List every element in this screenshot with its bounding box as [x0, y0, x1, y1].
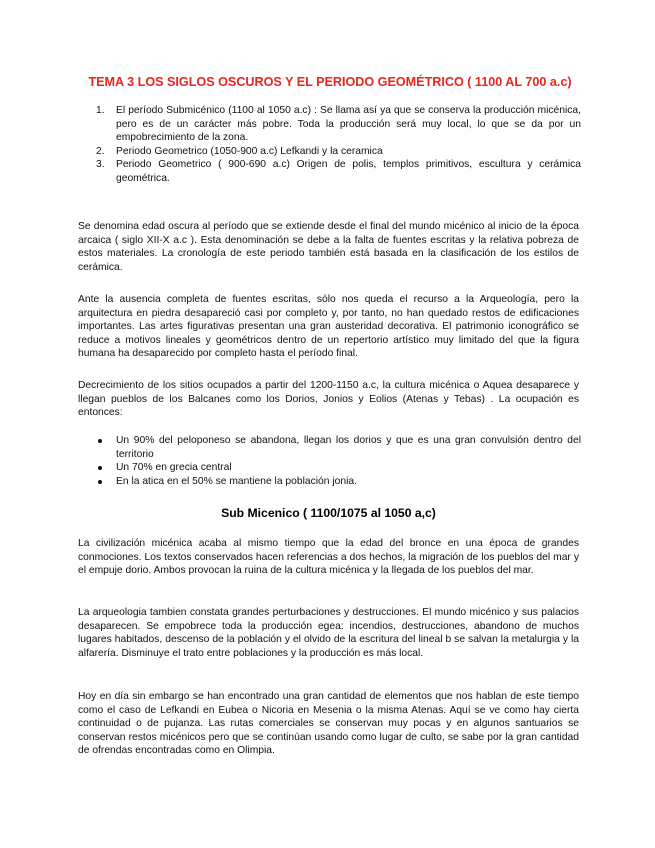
bullet-icon [98, 439, 102, 443]
bullet-icon [98, 466, 102, 470]
list-item [96, 434, 581, 461]
list-item [96, 158, 581, 185]
period-list [96, 104, 581, 185]
section-heading: Sub Micenico ( 1100/1075 al 1050 a,c) [221, 506, 436, 520]
list-item-text: Periodo Geometrico (1050-900 a.c) Lefkandi y la ceramica [116, 145, 383, 157]
list-item-text: Un 70% en grecia central [116, 462, 232, 473]
paragraph: Decrecimiento de los sitios ocupados a partir del 1200-1150 a.c, la cultura micénica o Aquea desaparece y llegan pueblos de los Balcanes como los Dorios, Jonios y Eolios (Atenas y Tebas) . La ocupación es entonces: [78, 380, 579, 418]
list-item [96, 461, 581, 475]
list-number: 1. [96, 105, 105, 116]
list-item-text: En la atica en el 50% se mantiene la población jonia. [116, 475, 357, 487]
list-item [96, 475, 581, 489]
paragraph: Ante la ausencia completa de fuentes escritas, sólo nos queda el recurso a la Arqueología, pero la arquitectura en piedra desapareció casi por completo y, por tanto, no han quedado restos de edificaciones importantes. Las artes figurativas presentan una gran austeridad decorativa. El patrimonio iconográfico se reduce a motivos lineales y geométricos dentro de un repertorio artístico muy limitado del que la figura humana ha desaparecido por completo hasta el período final. [78, 294, 579, 359]
list-item [96, 145, 581, 159]
paragraph: Hoy en día sin embargo se han encontrado una gran cantidad de elementos que nos hablan de este tiempo como el caso de Lefkandi en Eubea o Nicoria en Mesenia o la misma Atenas. Aquí se ve como hay cierta continuidad o de pujanza. Las rutas comerciales se conservan muy pocas y en algunos santuarios se conservan restos micénicos pero que se continúan usando como lugar de culto, se sabe por la gran cantidad de ofrendas encontradas como en Olimpia. [78, 691, 579, 756]
list-number: 2. [96, 145, 105, 157]
document-title: TEMA 3 LOS SIGLOS OSCUROS Y EL PERIODO GEOMÉTRICO ( 1100 AL 700 a.c) [88, 75, 572, 89]
paragraph: La civilización micénica acaba al mismo tiempo que la edad del bronce en una época de grandes conmociones. Los textos conservados hacen referencias a dos hechos, la migración de los pueblos del mar y el empuje dorio. Ambos provocan la ruina de la cultura micénica y la llegada de los pueblos del mar. [78, 538, 579, 576]
bullet-icon [98, 480, 102, 484]
paragraph: La arqueologia tambien constata grandes perturbaciones y destrucciones. El mundo micénico y sus palacios desaparecen. Se empobrece toda la producción egea: incendios, destrucciones, abandono de muchos lugares habitados, descenso de la población y el olvido de la escritura del lineal b se salvan la metalurgia y la alfarería. Disminuye el trato entre poblaciones y la producción es más local. [78, 607, 579, 659]
paragraph: Se denomina edad oscura al período que se extiende desde el final del mundo micénico al inicio de la época arcaica ( siglo XII-X a.c ). Esta denominación se debe a la falta de fuentes escritas y la relativa pobreza de estos materiales. La cronología de este periodo también está basada en la clasificación de los estilos de cerámica. [78, 221, 579, 273]
list-item-text: Periodo Geometrico ( 900-690 a.c) Origen de polis, templos primitivos, escultura y cerámica geométrica. [116, 159, 581, 184]
occupation-list [96, 434, 581, 488]
list-item [96, 104, 581, 145]
list-item-text: Un 90% del peloponeso se abandona, llegan los dorios y que es una gran convulsión dentro del territorio [116, 435, 581, 460]
list-number: 3. [96, 159, 105, 170]
list-item-text: El período Submicénico (1100 al 1050 a.c) : Se llama así ya que se conserva la producción micénica, pero es de un carácter más pobre. Toda la producción será muy local, lo que se da por un empobrecimiento de la zona. [116, 105, 581, 143]
